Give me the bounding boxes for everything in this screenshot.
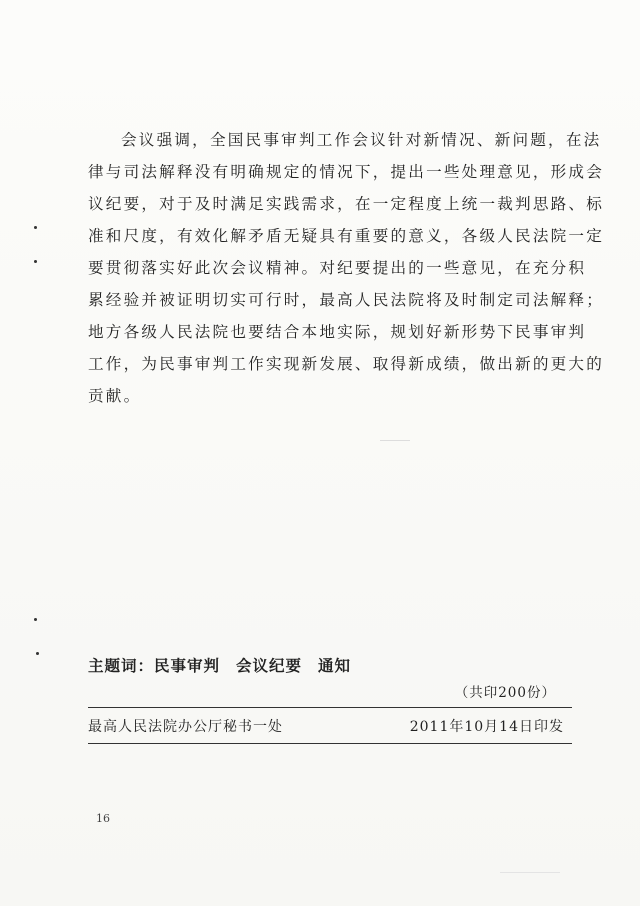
body-line: 累经验并被证明切实可行时，最高人民法院将及时制定司法解释； [88, 291, 605, 309]
divider-bottom [88, 743, 572, 744]
body-line: 会议强调，全国民事审判工作会议针对新情况、新问题，在法 [121, 131, 602, 149]
body-line: 准和尺度，有效化解矛盾无疑具有重要的意义，各级人民法院一定 [88, 227, 605, 245]
scan-mark [34, 260, 37, 263]
body-line: 地方各级人民法院也要结合本地实际，规划好新形势下民事审判 [88, 323, 587, 341]
issue-date: 2011年10月14日印发 [409, 719, 564, 735]
body-line: 议纪要，对于及时满足实践需求，在一定程度上统一裁判思路、标 [88, 195, 605, 213]
body-line: 要贯彻落实好此次会议精神。对纪要提出的一些意见，在充分积 [88, 259, 587, 277]
scan-mark [36, 652, 39, 655]
keyword: 通知 [318, 657, 352, 675]
keyword: 会议纪要 [236, 657, 303, 675]
scan-speck [380, 440, 410, 441]
scan-mark [34, 618, 37, 621]
divider-top [88, 707, 572, 708]
scan-mark [34, 226, 37, 229]
keyword: 民事审判 [154, 657, 221, 675]
body-paragraph [88, 124, 605, 412]
body-line: 律与司法解释没有明确规定的情况下，提出一些处理意见，形成会 [88, 163, 605, 181]
body-line: 工作，为民事审判工作实现新发展、取得新成绩，做出新的更大的 [88, 355, 605, 373]
page-number: 16 [96, 812, 110, 825]
body-line: 贡献。 [88, 387, 142, 405]
issuer: 最高人民法院办公厅秘书一处 [88, 719, 283, 735]
scan-speck [500, 872, 560, 873]
print-copies: （共印200份） [454, 685, 556, 701]
keywords-label: 主题词： [88, 657, 155, 675]
subject-keywords [88, 654, 351, 676]
